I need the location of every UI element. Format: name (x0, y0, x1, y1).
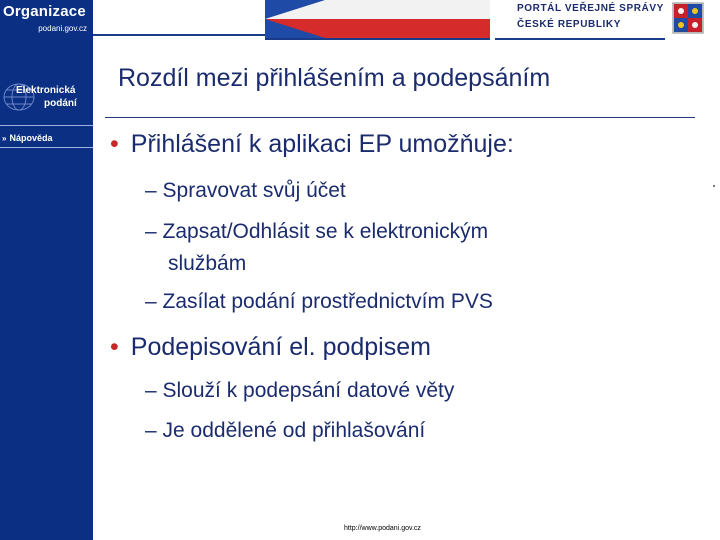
header-divider (93, 34, 265, 36)
org-title: Organizace (3, 3, 86, 20)
bullet-item (110, 333, 431, 362)
czech-flag-icon (265, 0, 490, 40)
sidebar-divider (0, 147, 93, 148)
bullet-text: Podepisování el. podpisem (130, 333, 431, 361)
slide-title: Rozdíl mezi přihlášením a podepsáním (118, 64, 551, 92)
organization-logo[interactable] (0, 0, 93, 38)
portal-title-line1: PORTÁL VEŘEJNÉ SPRÁVY (517, 3, 664, 14)
sub-bullet: – Zasílat podání prostřednictvím PVS (145, 290, 493, 313)
sub-bullet: – Je oddělené od přihlašování (145, 419, 426, 442)
bullet-icon: • (110, 130, 119, 158)
czech-coat-of-arms-icon (672, 2, 704, 34)
sub-bullet: – Slouží k podepsání datové věty (145, 379, 455, 402)
portal-title-line2: ČESKÉ REPUBLIKY (517, 19, 622, 30)
ep-logo-line1: Elektronická (16, 85, 76, 96)
footer-url[interactable]: http://www.podani.gov.cz (344, 525, 421, 532)
arrow-icon: » (2, 134, 7, 143)
bullet-icon: • (110, 333, 119, 361)
ep-logo-line2: podání (44, 98, 77, 109)
sidebar-item-label: Nápověda (9, 133, 53, 143)
org-subtitle: podani.gov.cz (38, 24, 87, 33)
sub-bullet-continuation: službám (168, 252, 247, 275)
sidebar-item-help[interactable] (2, 133, 52, 143)
bullet-item (110, 130, 514, 159)
portal-banner[interactable] (495, 0, 665, 40)
sub-bullet: – Spravovat svůj účet (145, 179, 346, 202)
sidebar-divider (0, 125, 93, 126)
title-divider (105, 117, 695, 118)
header-strip (93, 0, 258, 34)
bullet-text: Přihlášení k aplikaci EP umožňuje: (130, 130, 514, 158)
decorative-dot (713, 185, 715, 187)
sub-bullet: – Zapsat/Odhlásit se k elektronickým (145, 220, 489, 243)
sidebar (0, 38, 93, 540)
